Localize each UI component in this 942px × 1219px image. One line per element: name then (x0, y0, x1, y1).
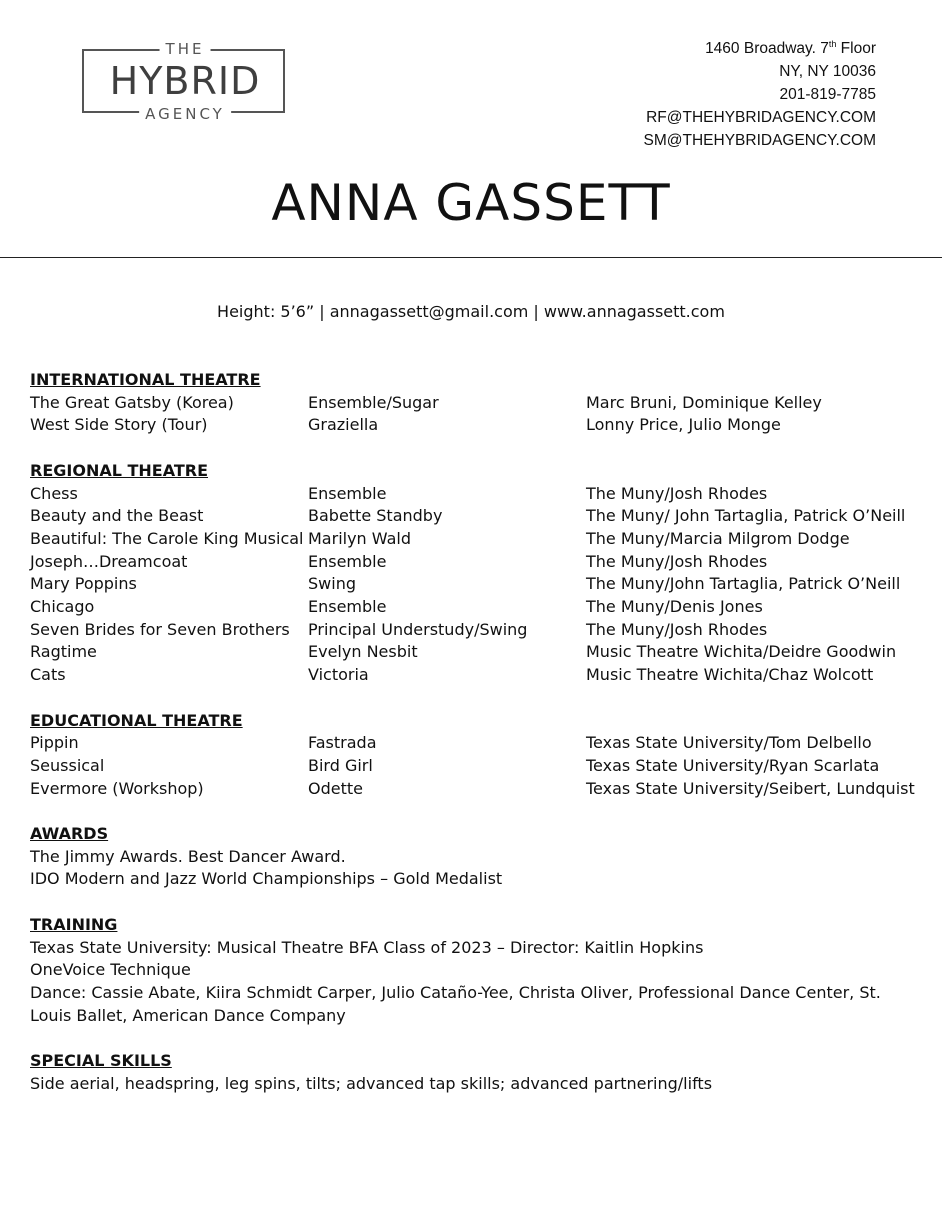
credit-show: Joseph…Dreamcoat (30, 551, 188, 571)
agency-address: 1460 Broadway. 7th Floor (705, 39, 876, 57)
credit-role: Bird Girl (308, 755, 373, 775)
credit-company: Texas State University/Ryan Scarlata (586, 755, 880, 775)
credit-row (30, 755, 920, 778)
logo-top-text: THE (160, 40, 211, 58)
credit-role: Odette (308, 778, 363, 798)
agency-email-2: SM@THEHYBRIDAGENCY.COM (643, 132, 876, 149)
section-heading: REGIONAL THEATRE (30, 460, 209, 480)
credit-show: Seussical (30, 755, 105, 775)
credit-role: Ensemble/Sugar (308, 392, 439, 412)
credit-role: Fastrada (308, 733, 377, 753)
international-theatre-section (30, 369, 920, 437)
special-skills-section (30, 1050, 920, 1095)
credit-company: Lonny Price, Julio Monge (586, 415, 781, 435)
credit-show: Mary Poppins (30, 574, 137, 594)
credit-show: Cats (30, 665, 66, 685)
training-line: OneVoice Technique (30, 960, 191, 980)
section-heading: AWARDS (30, 824, 109, 844)
credit-show: Pippin (30, 733, 79, 753)
credit-role: Marilyn Wald (308, 528, 411, 548)
training-line: Dance: Cassie Abate, Kiira Schmidt Carper, Julio Cataño-Yee, Christa Oliver, Professional Dance Center, St. Louis Ballet, American Dance Company (30, 982, 881, 1025)
credit-company: The Muny/Josh Rhodes (586, 551, 768, 571)
credit-role: Ensemble (308, 551, 387, 571)
credit-show: Beautiful: The Carole King Musical (30, 528, 304, 548)
credit-company: The Muny/Denis Jones (586, 597, 763, 617)
agency-email-1: RF@THEHYBRIDAGENCY.COM (646, 109, 876, 126)
credit-company: The Muny/John Tartaglia, Patrick O’Neill (586, 574, 901, 594)
credit-company: The Muny/Marcia Milgrom Dodge (586, 528, 850, 548)
training-section (30, 914, 920, 1028)
credit-role: Principal Understudy/Swing (308, 619, 528, 639)
credit-role: Ensemble (308, 483, 387, 503)
credit-show: Evermore (Workshop) (30, 778, 204, 798)
credit-company: The Muny/Josh Rhodes (586, 483, 768, 503)
section-heading: SPECIAL SKILLS (30, 1051, 172, 1071)
credit-row (30, 573, 920, 596)
section-heading: INTERNATIONAL THEATRE (30, 370, 261, 389)
credit-row (30, 641, 920, 664)
credit-company: Texas State University/Tom Delbello (586, 733, 872, 753)
credit-role: Ensemble (308, 597, 387, 617)
credit-row (30, 551, 920, 574)
agency-contact (644, 37, 876, 152)
educational-theatre-section (30, 710, 920, 801)
credit-show: Beauty and the Beast (30, 506, 204, 526)
credit-row (30, 528, 920, 551)
credit-row (30, 596, 920, 619)
credit-company: The Muny/ John Tartaglia, Patrick O’Neill (586, 506, 906, 526)
credit-role: Babette Standby (308, 506, 443, 526)
award-line: The Jimmy Awards. Best Dancer Award. (30, 846, 346, 866)
credit-company: Texas State University/Seibert, Lundquist (586, 778, 915, 798)
credit-role: Victoria (308, 665, 369, 685)
credit-company: Music Theatre Wichita/Deidre Goodwin (586, 642, 897, 662)
credit-show: Seven Brides for Seven Brothers (30, 619, 290, 639)
agency-phone: 201-819-7785 (779, 86, 876, 103)
credit-role: Graziella (308, 415, 379, 435)
credit-row (30, 392, 920, 415)
performer-info-line: Height: 5’6” | annagassett@gmail.com | www.annagassett.com (217, 302, 725, 321)
credit-row (30, 414, 920, 437)
credit-show: West Side Story (Tour) (30, 415, 208, 435)
resume-body (30, 369, 920, 1118)
credit-show: Ragtime (30, 642, 97, 662)
logo-main-text: HYBRID (109, 59, 261, 103)
credit-role: Evelyn Nesbit (308, 642, 418, 662)
skills-line: Side aerial, headspring, leg spins, tilts; advanced tap skills; advanced partnering/lifts (30, 1073, 713, 1093)
credit-role: Swing (308, 574, 356, 594)
credit-row (30, 664, 920, 687)
credit-company: Marc Bruni, Dominique Kelley (586, 392, 822, 412)
credit-row (30, 505, 920, 528)
credit-company: Music Theatre Wichita/Chaz Wolcott (586, 665, 874, 685)
training-line: Texas State University: Musical Theatre BFA Class of 2023 – Director: Kaitlin Hopkins (30, 937, 704, 957)
credit-row (30, 483, 920, 506)
regional-theatre-section (30, 460, 920, 687)
section-heading: TRAINING (30, 914, 118, 934)
credit-show: Chicago (30, 597, 95, 617)
awards-section (30, 823, 920, 891)
logo-bottom-text: AGENCY (139, 105, 231, 123)
credit-row (30, 732, 920, 755)
agency-city: NY, NY 10036 (779, 63, 876, 80)
credit-show: The Great Gatsby (Korea) (30, 392, 234, 412)
credit-show: Chess (30, 483, 78, 503)
agency-logo (78, 38, 292, 128)
section-heading: EDUCATIONAL THEATRE (30, 710, 243, 730)
credit-row (30, 778, 920, 801)
credit-row (30, 619, 920, 642)
performer-name: ANNA GASSETT (271, 174, 671, 232)
header-divider (0, 257, 942, 258)
credit-company: The Muny/Josh Rhodes (586, 619, 768, 639)
award-line: IDO Modern and Jazz World Championships – Gold Medalist (30, 869, 503, 889)
